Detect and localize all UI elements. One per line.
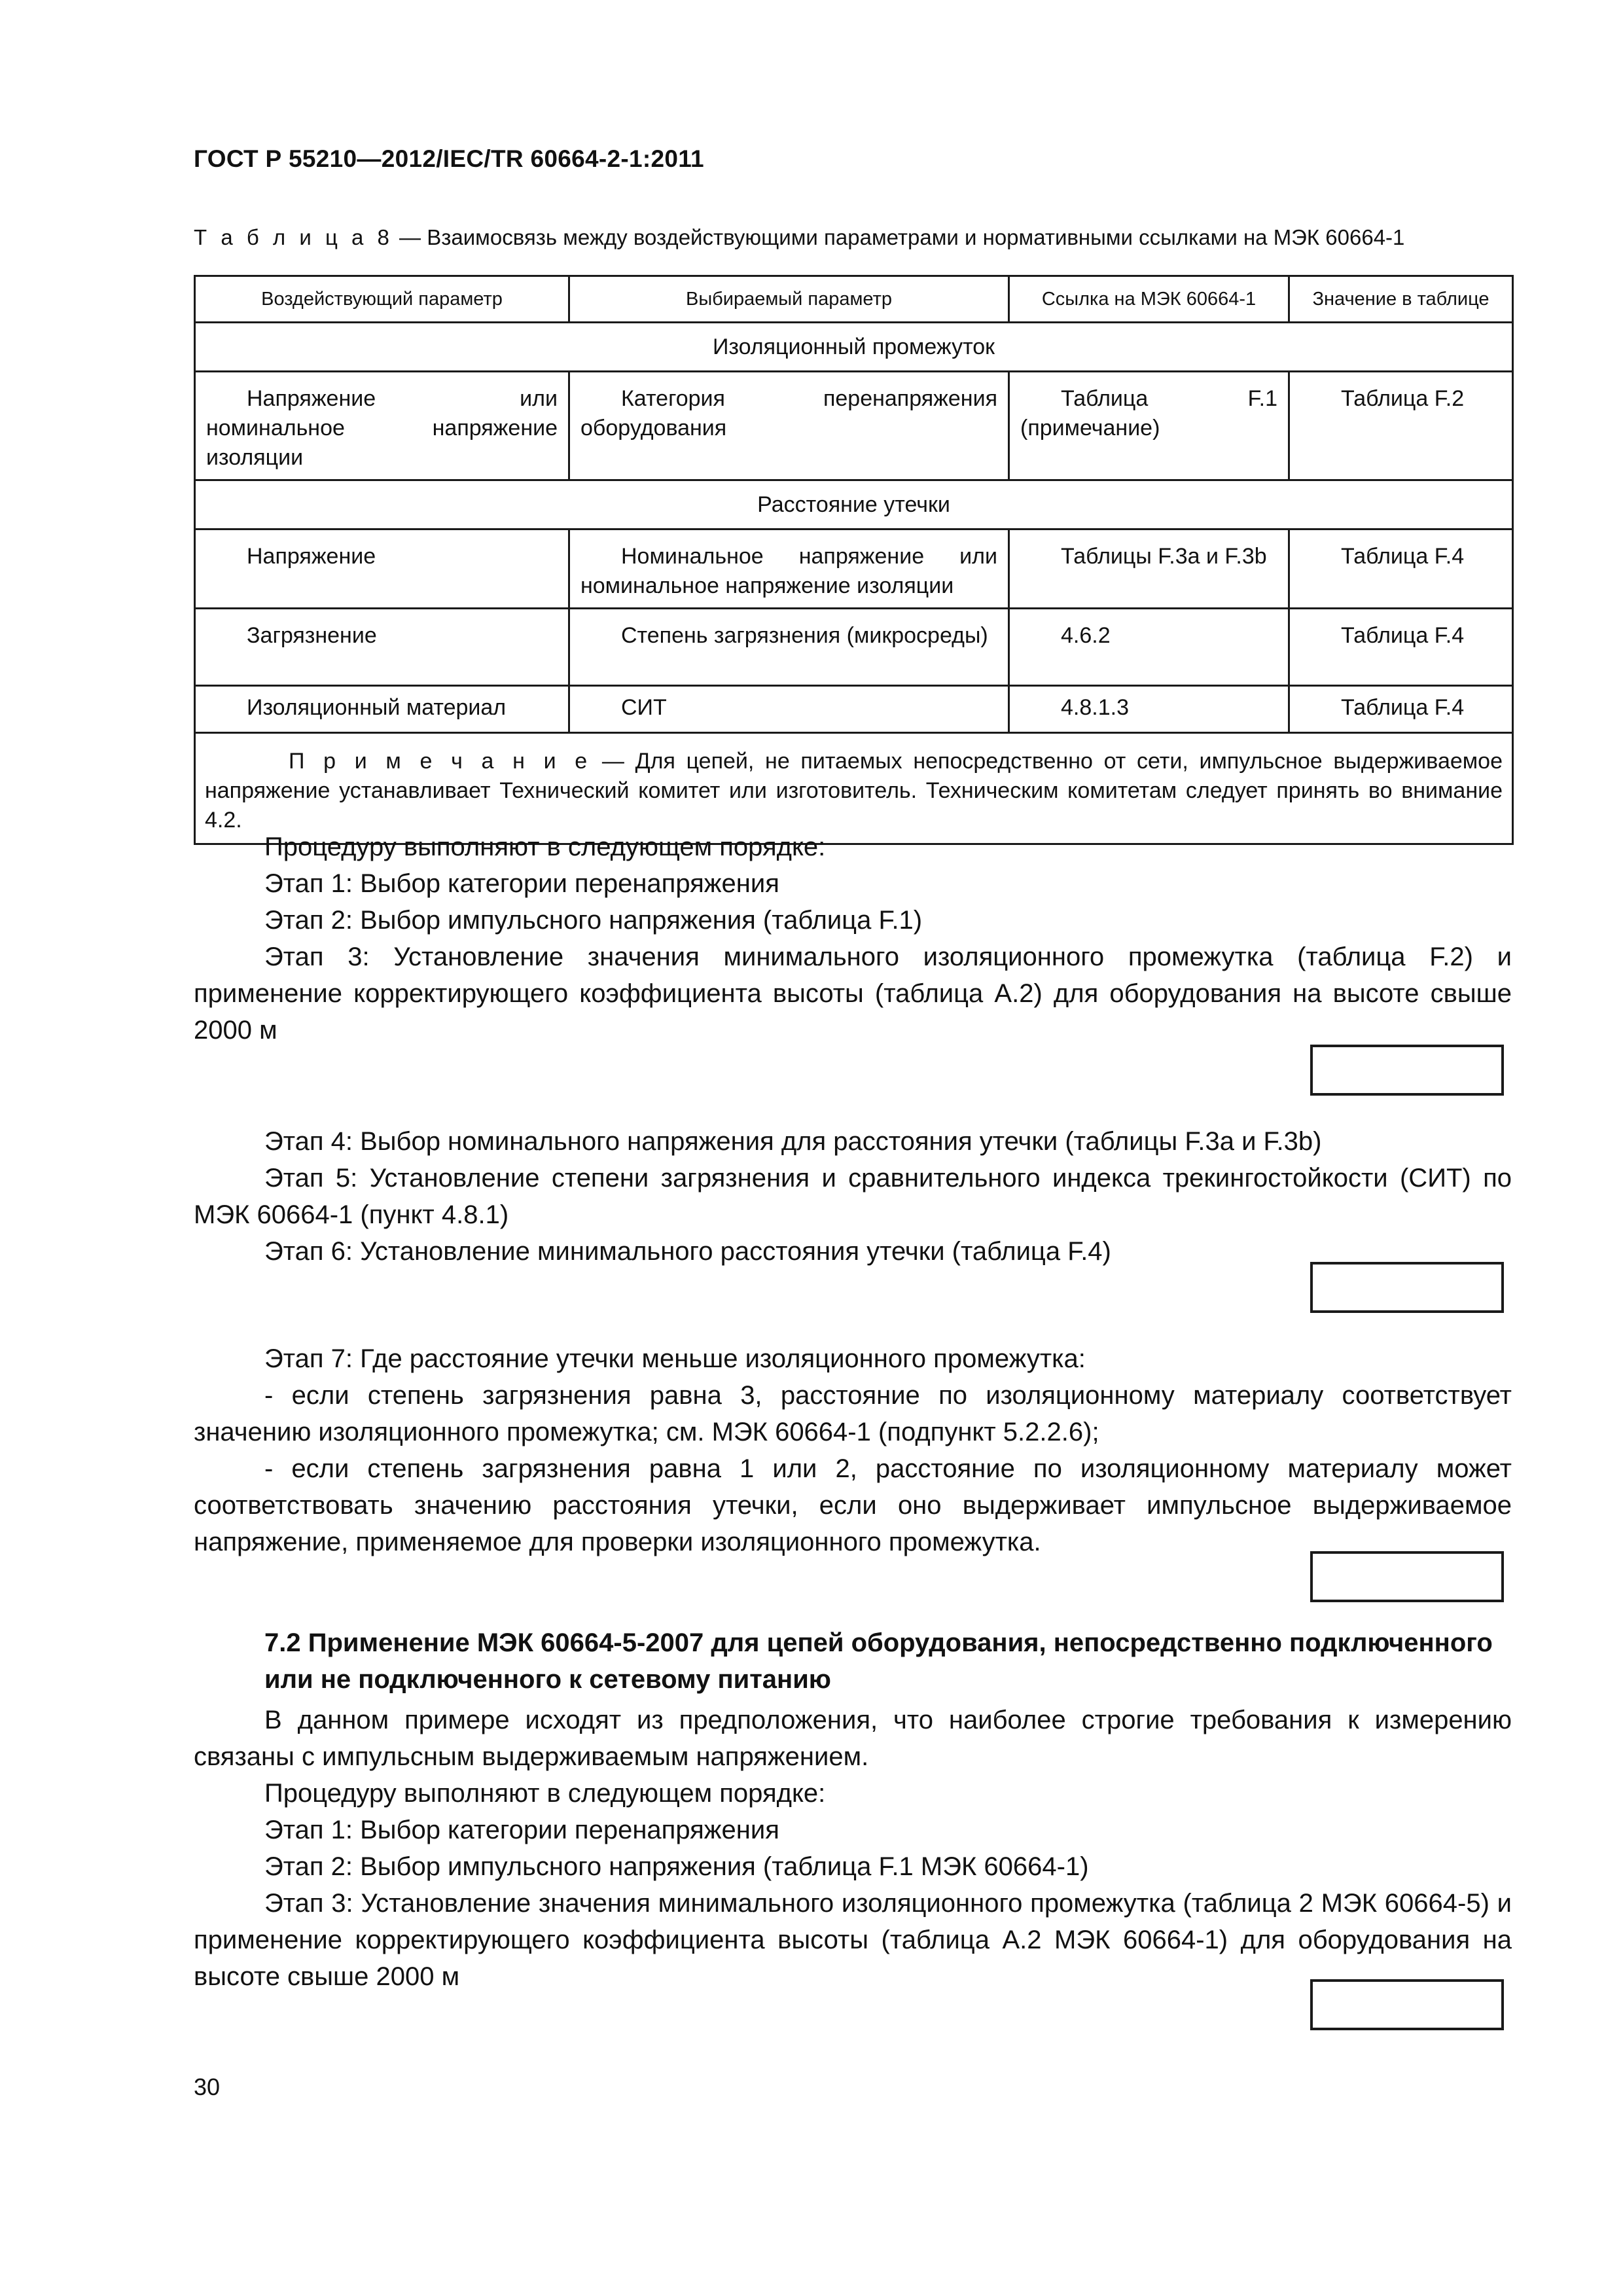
table-cell-param: Загрязнение	[195, 609, 569, 686]
procedure-step: Этап 7: Где расстояние утечки меньше изоляционного промежутка:	[264, 1344, 1086, 1373]
section-title: Изоляционный промежуток	[195, 323, 1513, 372]
procedure-step: Этап 2: Выбор импульсного напряжения (таблица F.1 МЭК 60664-1)	[264, 1852, 1089, 1881]
procedure-1-step7	[194, 1340, 1512, 1560]
section-7-2-body	[194, 1702, 1512, 1995]
table-cell-param: Напряжение или номинальное напряжение изоляции	[195, 372, 569, 480]
table-cell-choice: СИТ	[569, 686, 1009, 733]
column-header: Воздействующий параметр	[195, 276, 569, 323]
procedure-step: Этап 3: Установление значения минимального изоляционного промежутка (таблица 2 МЭК 60664-5) и применение корректирующего коэффициента высоты (таблица А.2 МЭК 60664-1) для оборудования на высоте свыше 2000 м	[194, 1889, 1512, 1991]
table-caption-text: — Взаимосвязь между воздействующими параметрами и нормативными ссылками на МЭК 60664-1	[393, 225, 1405, 249]
table-cell-choice: Номинальное напряжение или номинальное напряжение изоляции	[569, 529, 1009, 609]
procedure-bullet: - если степень загрязнения равна 1 или 2, расстояние по изоляционному материалу может соответствовать значению расстояния утечки, если оно выдерживает импульсное выдерживаемое напряжение, применяемое для проверки изоляционного промежутка.	[194, 1454, 1512, 1556]
procedure-step: Этап 5: Установление степени загрязнения и сравнительного индекса трекингостойкости (СИТ) по МЭК 60664-1 (пункт 4.8.1)	[194, 1164, 1512, 1229]
table-row	[195, 609, 1513, 686]
table-cell-ref: 4.8.1.3	[1009, 686, 1289, 733]
procedure-step: Этап 3: Установление значения минимального изоляционного промежутка (таблица F.2) и применение корректирующего коэффициента высоты (таблица А.2) для оборудования на высоте свыше 2000 м	[194, 942, 1512, 1045]
column-header: Значение в таблице	[1289, 276, 1513, 323]
table-section-row	[195, 480, 1513, 529]
table-cell-ref: Таблица F.1 (примечание)	[1009, 372, 1289, 480]
table-caption-prefix: Т а б л и ц а 8	[194, 225, 393, 249]
parameters-table	[194, 275, 1514, 845]
procedure-bullet: - если степень загрязнения равна 3, расстояние по изоляционному материалу соответствует значению изоляционного промежутка; см. МЭК 60664-1 (подпункт 5.2.2.6);	[194, 1381, 1512, 1446]
column-header: Ссылка на МЭК 60664-1	[1009, 276, 1289, 323]
table-cell-value: Таблица F.4	[1289, 609, 1513, 686]
note-label: П р и м е ч а н и е	[289, 749, 592, 774]
table-cell-choice: Категория перенапряжения оборудования	[569, 372, 1009, 480]
table-row	[195, 372, 1513, 480]
table-row	[195, 686, 1513, 733]
section-title: Расстояние утечки	[195, 480, 1513, 529]
procedure-step: Этап 6: Установление минимального расстояния утечки (таблица F.4)	[264, 1237, 1111, 1266]
procedure-step: Этап 2: Выбор импульсного напряжения (таблица F.1)	[264, 906, 923, 935]
table-cell-choice: Степень загрязнения (микросреды)	[569, 609, 1009, 686]
table-row	[195, 529, 1513, 609]
paragraph: В данном примере исходят из предположения, что наиболее строгие требования к измерению связаны с импульсным выдерживаемым напряжением.	[194, 1706, 1512, 1771]
answer-box[interactable]	[1310, 1979, 1504, 2030]
table-cell-value: Таблица F.4	[1289, 529, 1513, 609]
table-note	[195, 733, 1513, 844]
procedure-step: Этап 1: Выбор категории перенапряжения	[264, 1816, 779, 1844]
section-heading-7-2: 7.2 Применение МЭК 60664-5-2007 для цепей оборудования, непосредственно подключенного или не подключенного к сетевому питанию	[264, 1628, 1493, 1694]
table-cell-value: Таблица F.2	[1289, 372, 1513, 480]
table-cell-value: Таблица F.4	[1289, 686, 1513, 733]
procedure-intro: Процедуру выполняют в следующем порядке:	[264, 833, 826, 861]
procedure-intro: Процедуру выполняют в следующем порядке:	[264, 1779, 826, 1808]
page-number: 30	[194, 2073, 221, 2100]
table-cell-ref: 4.6.2	[1009, 609, 1289, 686]
answer-box[interactable]	[1310, 1045, 1504, 1096]
note-text: — Для цепей, не питаемых непосредственно от сети, импульсное выдерживаемое напряжение устанавливает Технический комитет или изготовитель. Техническим комитетам следует принять во внимание 4.2.	[205, 749, 1503, 833]
answer-box[interactable]	[1310, 1262, 1504, 1313]
table-note-row	[195, 733, 1513, 844]
table-cell-ref: Таблицы F.3a и F.3b	[1009, 529, 1289, 609]
document-header: ГОСТ Р 55210—2012/IEC/TR 60664-2-1:2011	[194, 145, 704, 172]
table-cell-param: Изоляционный материал	[195, 686, 569, 733]
answer-box[interactable]	[1310, 1551, 1504, 1602]
procedure-step: Этап 4: Выбор номинального напряжения для расстояния утечки (таблицы F.3a и F.3b)	[264, 1127, 1322, 1156]
procedure-1-cont	[194, 1123, 1512, 1270]
procedure-step: Этап 1: Выбор категории перенапряжения	[264, 869, 779, 898]
column-header: Выбираемый параметр	[569, 276, 1009, 323]
table-section-row	[195, 323, 1513, 372]
table-caption	[194, 225, 1404, 250]
procedure-1	[194, 829, 1512, 1049]
table-header-row	[195, 276, 1513, 323]
table-cell-param: Напряжение	[195, 529, 569, 609]
